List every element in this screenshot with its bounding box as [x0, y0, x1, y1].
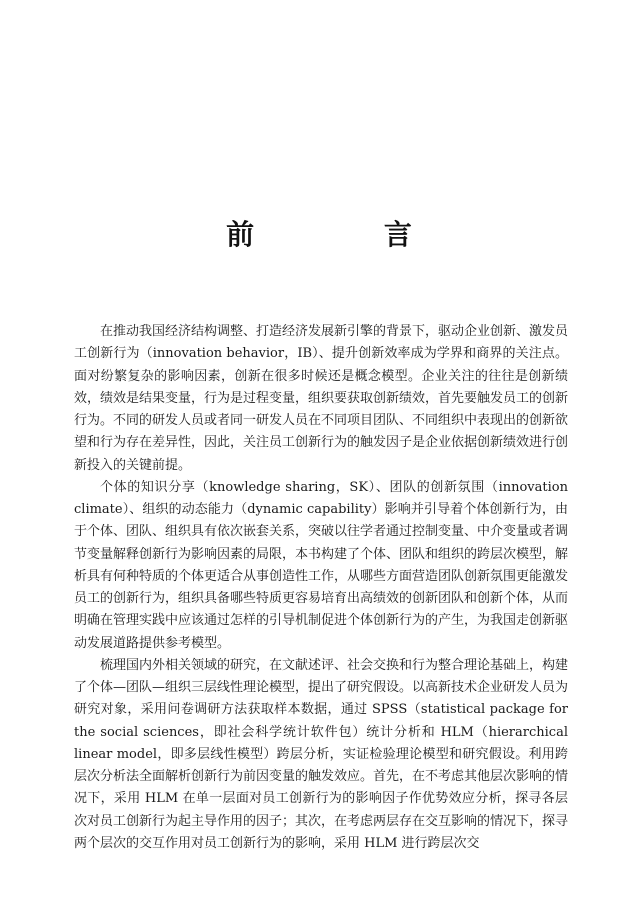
paragraph-1: 在推动我国经济结构调整、打造经济发展新引擎的背景下，驱动企业创新、激发员工创新行为（innovation behavior，IB）、提升创新效率成为学界和商界的关注点。面对纷繁复杂的影响因素，创新在很多时候还是概念模型。企业关注的往往是创新绩效，绩效是结果变量，行为是过程变量，组织要获取创新绩效，首先要触发员工的创新行为。不同的研发人员或者同一研发人员在不同项目团队、不同组织中表现出的创新欲望和行为存在差异性，因此，关注员工创新行为的触发因子是企业依据创新绩效进行创新投入的关键前提。 — [74, 324, 569, 473]
page-title: 前 言 — [226, 217, 472, 251]
paragraph-2: 个体的知识分享（knowledge sharing，SK）、团队的创新氛围（innovation climate）、组织的动态能力（dynamic capability）影响并引导着个体创新行为，由于个体、团队、组织具有依次嵌套关系，突破以往学者通过控制变量、中介变量或者调节变量解释创新行为影响因素的局限，本书构建了个体、团队和组织的跨层次模型，解析具有何种特质的个体更适合从事创造性工作，从哪些方面营造团队创新氛围更能激发员工的创新行为，组织具备哪些特质更容易培育出高绩效的创新团队和创新个体，从而明确在管理实践中应该通过怎样的引导机制促进个体创新行为的产生，为我国走创新驱动发展道路提供参考模型。 — [74, 479, 569, 651]
preface-body — [74, 321, 568, 855]
paragraph-3: 梳理国内外相关领域的研究，在文献述评、社会交换和行为整合理论基础上，构建了个体—团队—组织三层线性理论模型，提出了研究假设。以高新技术企业研发人员为研究对象，采用问卷调研方法获取样本数据，通过 SPSS（statistical package for the social sciences，即社会科学统计软件包）统计分析和 HLM（hierarchical linear model，即多层线性模型）跨层分析，实证检验理论模型和研究假设。利用跨层次分析法全面解析创新行为前因变量的触发效应。首先，在不考虑其他层次影响的情况下，采用 HLM 在单一层面对员工创新行为的影响因子作优势效应分析，探寻各层次对员工创新行为起主导作用的因子；其次，在考虑两层存在交互影响的情况下，探寻两个层次的交互作用对员工创新行为的影响，采用 HLM 进行跨层次交 — [74, 657, 569, 851]
